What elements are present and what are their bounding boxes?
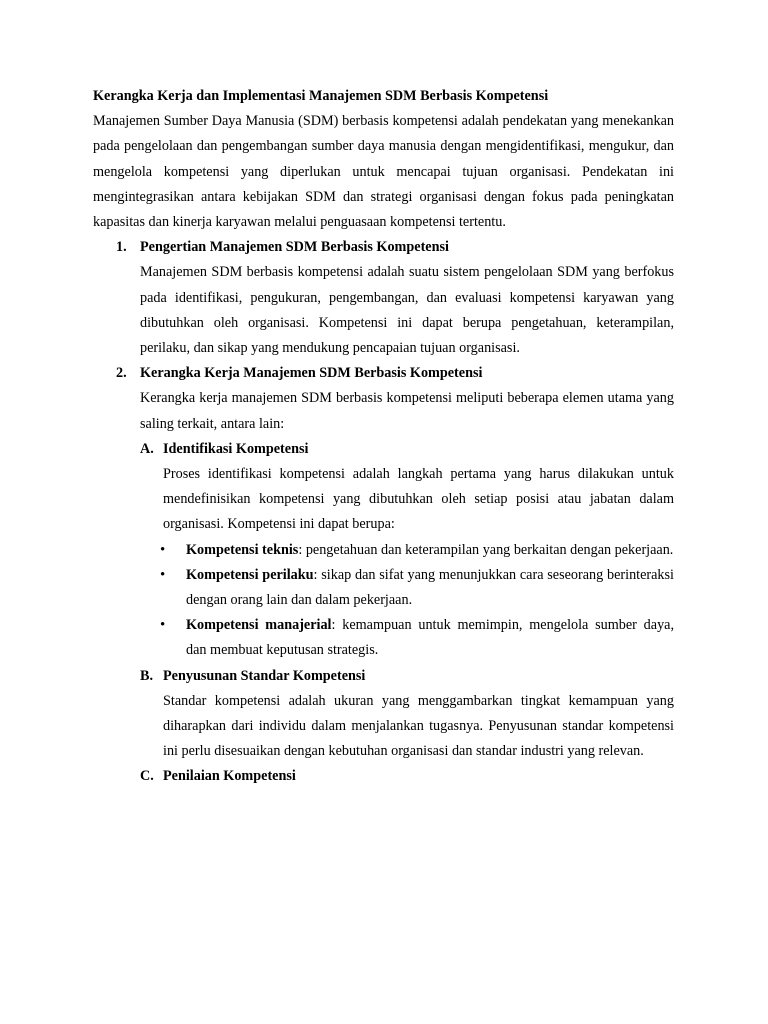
subsection-c-title: Penilaian Kompetensi	[163, 768, 296, 785]
document-title: Kerangka Kerja dan Implementasi Manajemen SDM Berbasis Kompetensi	[93, 88, 549, 104]
bullet-term: Kompetensi perilaku	[186, 566, 314, 583]
bullet-icon: •	[160, 566, 166, 583]
bullet-item	[93, 613, 674, 663]
section-1-heading	[93, 235, 674, 260]
section-1-body: Manajemen SDM berbasis kompetensi adalah suatu sistem pengelolaan SDM yang berfokus pada identifikasi, pengukuran, pengembangan, dan evaluasi kompetensi karyawan yang dibutuhkan oleh organisasi. Kompetensi ini dapat berupa pengetahuan, keterampilan, perilaku, dan sikap yang mendukung pencapaian tujuan organisasi.	[140, 264, 674, 357]
bullet-item	[93, 538, 674, 563]
bullet-term: Kompetensi manajerial	[186, 617, 332, 634]
intro-paragraph: Manajemen Sumber Daya Manusia (SDM) berbasis kompetensi adalah pendekatan yang menekankan pada pengelolaan dan pengembangan sumber daya manusia dengan mengidentifikasi, mengukur, dan mengelola kompetensi yang diperlukan untuk mencapai tujuan organisasi. Pendekatan ini mengintegrasikan antara kebijakan SDM dan strategi organisasi dengan fokus pada peningkatan kapasitas dan kinerja karyawan melalui penguasaan kompetensi tertentu.	[93, 113, 674, 231]
bullet-text: : sikap dan sifat yang menunjukkan cara seseorang berinteraksi dengan orang lain dan dalam pekerjaan.	[186, 566, 674, 609]
subsection-a-heading	[93, 437, 674, 462]
bullet-icon: •	[160, 541, 166, 558]
subsection-a-body: Proses identifikasi kompetensi adalah langkah pertama yang harus dilakukan untuk mendefinisikan kompetensi yang dibutuhkan oleh setiap posisi atau jabatan dalam organisasi. Kompetensi ini dapat berupa:	[163, 466, 674, 533]
subsection-b-title: Penyusunan Standar Kompetensi	[163, 667, 366, 684]
bullet-text: : pengetahuan dan keterampilan yang berkaitan dengan pekerjaan.	[298, 541, 674, 558]
subsection-a-letter: A.	[140, 440, 154, 457]
bullet-icon: •	[160, 617, 166, 634]
section-2-heading	[93, 361, 674, 386]
section-2-title: Kerangka Kerja Manajemen SDM Berbasis Kompetensi	[140, 365, 483, 382]
bullet-item	[93, 563, 674, 613]
subsection-b-letter: B.	[140, 667, 154, 684]
subsection-a-title: Identifikasi Kompetensi	[163, 440, 309, 457]
subsection-b-heading	[93, 664, 674, 689]
section-1-title: Pengertian Manajemen SDM Berbasis Kompetensi	[140, 239, 449, 256]
subsection-b-body: Standar kompetensi adalah ukuran yang menggambarkan tingkat kemampuan yang diharapkan dari individu dalam menjalankan tugasnya. Penyusunan standar kompetensi ini perlu disesuaikan dengan kebutuhan organisasi dan standar industri yang relevan.	[163, 692, 674, 760]
document-body	[93, 84, 674, 790]
section-1-number: 1.	[116, 239, 127, 256]
bullet-term: Kompetensi teknis	[186, 541, 299, 558]
bullet-text: : kemampuan untuk memimpin, mengelola sumber daya, dan membuat keputusan strategis.	[186, 617, 675, 659]
subsection-c-heading	[93, 764, 674, 789]
section-2-number: 2.	[116, 365, 127, 382]
subsection-c-letter: C.	[140, 768, 154, 785]
section-2-body: Kerangka kerja manajemen SDM berbasis kompetensi meliputi beberapa elemen utama yang saling terkait, antara lain:	[140, 390, 674, 432]
